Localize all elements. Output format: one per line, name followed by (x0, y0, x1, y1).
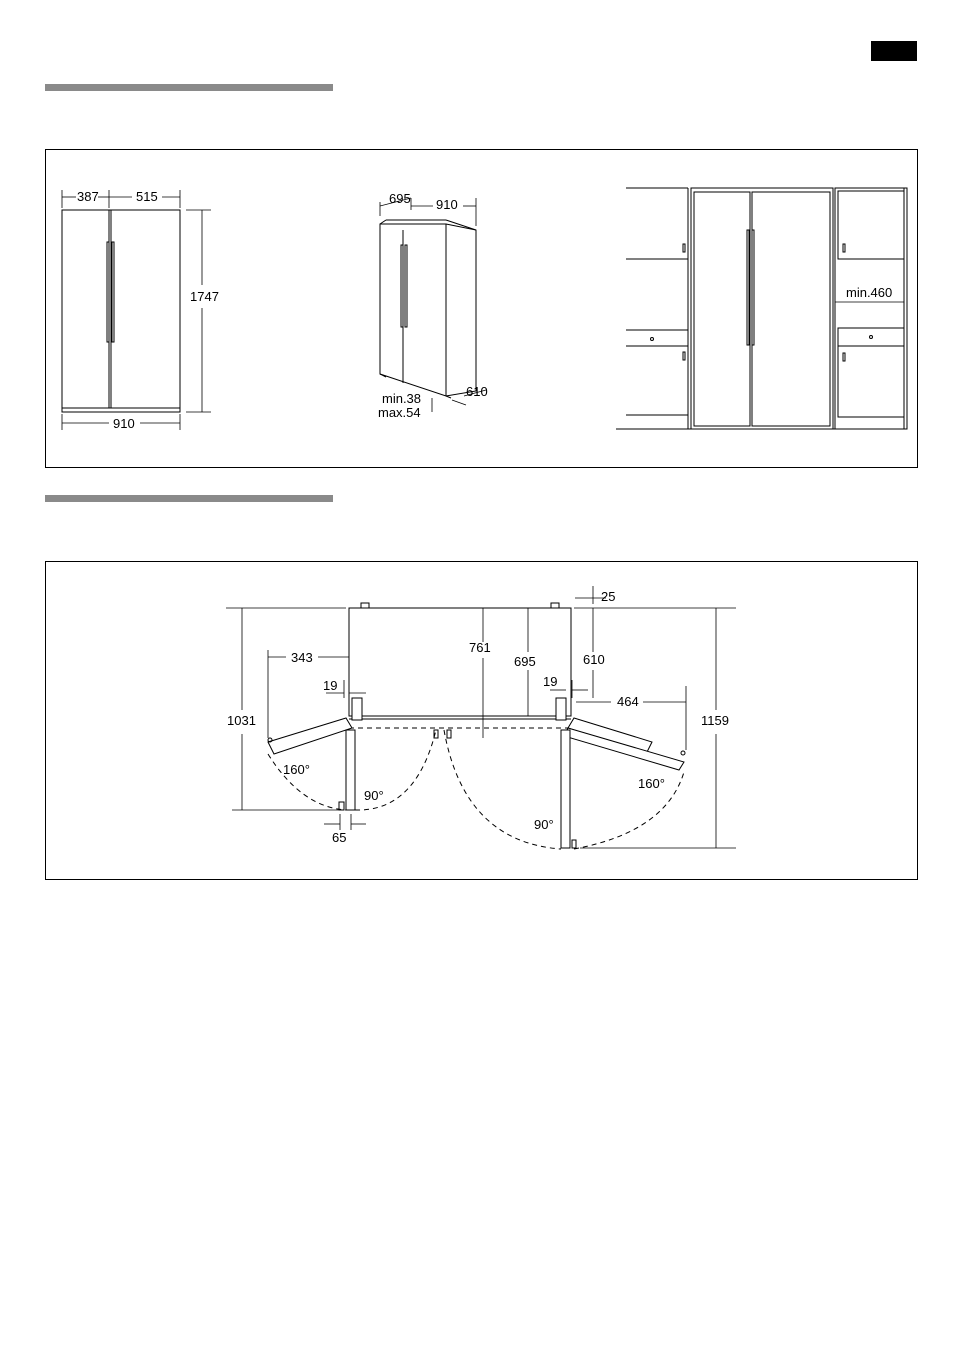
dim-width-left: 387 (77, 189, 99, 204)
dim-gap-min: min.38 (382, 391, 422, 406)
section-heading-bar-door-opening (45, 495, 333, 502)
dim-depth-top: 695 (389, 191, 411, 206)
language-tab (871, 41, 917, 61)
dim-width-top: 910 (436, 197, 458, 212)
dim-top-offset: 25 (601, 589, 616, 604)
dim-center-depth: 761 (469, 640, 491, 655)
dim-depth-bottom: 610 (466, 384, 488, 399)
dim-left-depth: 1031 (227, 713, 256, 728)
dim-right-door-width: 464 (617, 694, 639, 709)
angle-left-wide: 160° (283, 762, 310, 777)
angle-right-open: 90° (534, 817, 554, 832)
perspective-view-fridge (380, 198, 486, 412)
dim-bottom-offset: 65 (332, 830, 347, 845)
installation-view-kitchen (616, 188, 907, 429)
angle-left-open: 90° (364, 788, 384, 803)
door-opening-panel (45, 561, 918, 880)
door-opening-diagram (46, 562, 919, 881)
dim-right-depth: 1159 (701, 713, 729, 728)
dim-body-depth: 695 (514, 654, 536, 669)
dimensions-panel (45, 149, 918, 468)
dim-cabinet-depth: 610 (583, 652, 605, 667)
dim-width-right: 515 (136, 189, 158, 204)
dim-height: 1747 (190, 289, 219, 304)
dim-side-clearance: min.460 (846, 285, 893, 300)
dimensions-diagram (46, 150, 919, 469)
dim-left-hinge-offset: 19 (323, 678, 338, 693)
dimension-lines (226, 586, 736, 848)
dim-width-total: 910 (113, 416, 135, 431)
dim-left-door-width: 343 (291, 650, 313, 665)
front-view-fridge (62, 190, 211, 430)
angle-right-wide: 160° (638, 776, 665, 791)
dim-right-hinge-offset: 19 (543, 674, 558, 689)
dim-gap-max: max.54 (378, 405, 421, 420)
section-heading-bar-dimensions (45, 84, 333, 91)
